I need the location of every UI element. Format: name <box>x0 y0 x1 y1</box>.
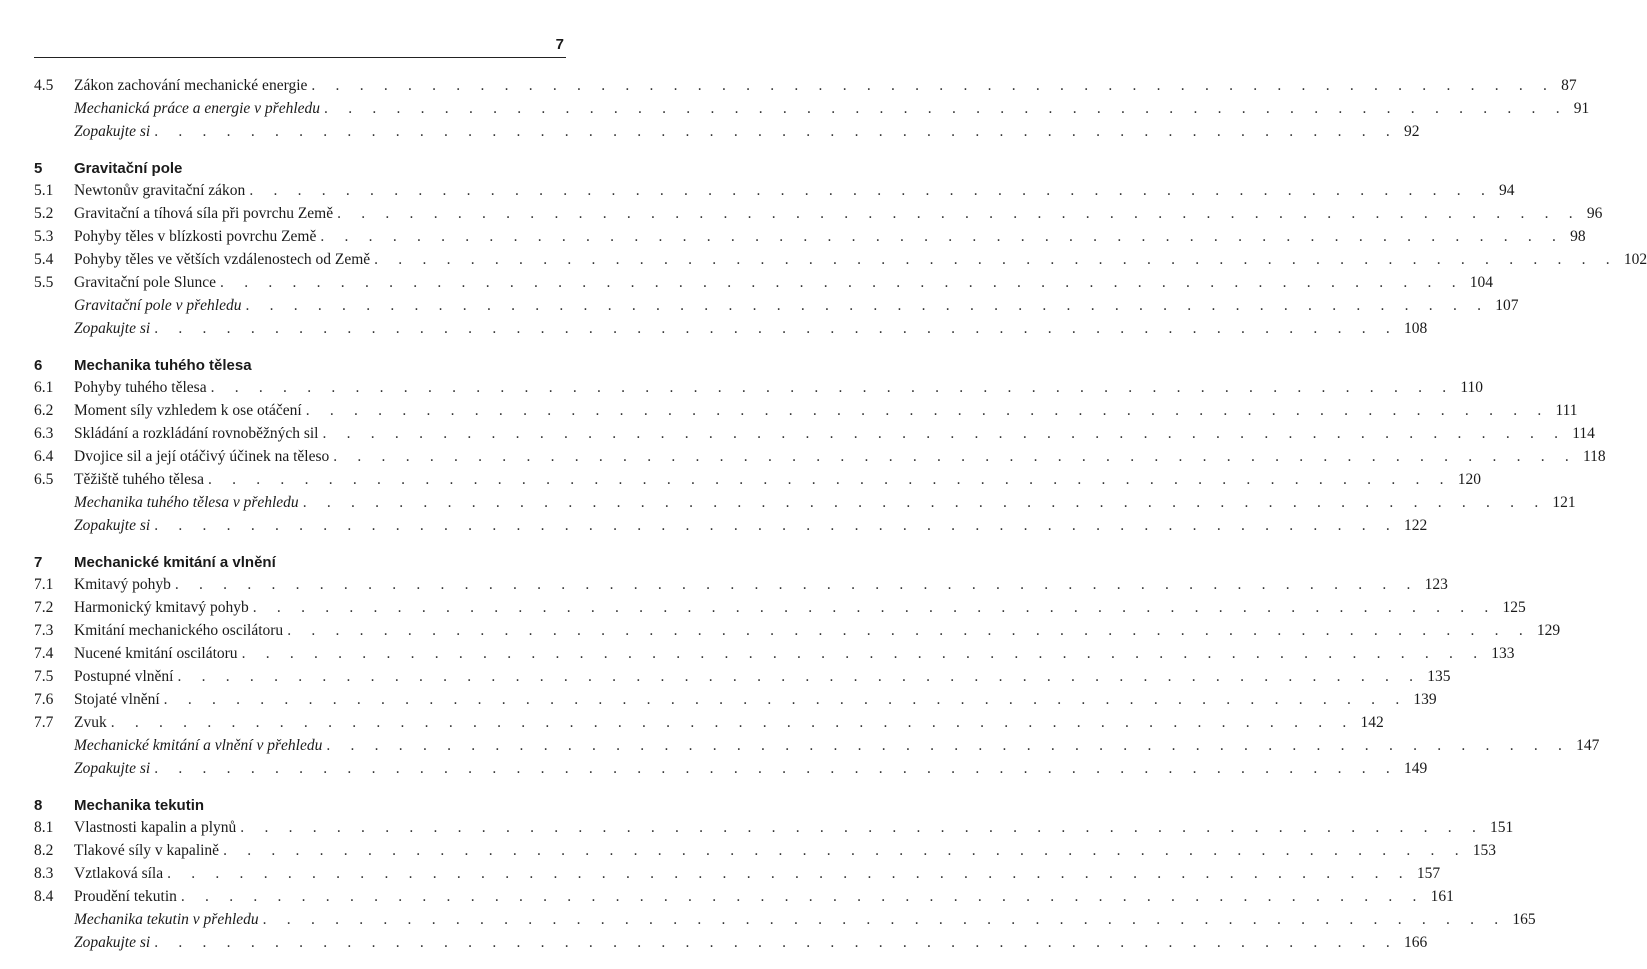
entry-number: 6.4 <box>34 448 54 465</box>
dot-leader: . . . . . . . . . . . . . . . . . . . . . . . . . . . . . . . . . . . . . . . . . . . . . . . . . . . . <box>180 888 1425 905</box>
entry-title: Moment síly vzhledem k ose otáčení <box>74 402 302 419</box>
entry-page: 135 <box>1427 668 1451 685</box>
toc-entry <box>34 862 1441 885</box>
chapter-number: 6 <box>34 357 43 374</box>
chapter-number: 8 <box>34 797 43 814</box>
entry-number: 7.4 <box>34 645 54 662</box>
dot-leader: . . . . . . . . . . . . . . . . . . . . . . . . . . . . . . . . . . . . . . . . . . . . . . . . . . . . <box>249 182 1494 199</box>
entry-title: Kmitavý pohyb <box>74 576 171 593</box>
toc-entry <box>34 271 1494 294</box>
entry-title: Vztlaková síla <box>74 865 164 882</box>
dot-leader: . . . . . . . . . . . . . . . . . . . . . . . . . . . . . . . . . . . . . . . . . . . . . . . . . . . . <box>333 448 1577 465</box>
entry-title: Pohyby těles v blízkosti povrchu Země <box>74 228 317 245</box>
dot-leader: . . . . . . . . . . . . . . . . . . . . . . . . . . . . . . . . . . . . . . . . . . . . . . . . . . . . <box>320 228 1565 245</box>
entry-number: 4.5 <box>34 77 54 94</box>
chapter-title: Gravitační pole <box>74 160 183 177</box>
entry-title: Harmonický kmitavý pohyb <box>74 599 249 616</box>
entry-page: 110 <box>1460 379 1484 396</box>
entry-page: 151 <box>1490 819 1514 836</box>
entry-title: Proudění tekutin <box>74 888 177 905</box>
entry-title: Newtonův gravitační zákon <box>74 182 246 199</box>
dot-leader: . . . . . . . . . . . . . . . . . . . . . . . . . . . . . . . . . . . . . . . . . . . . . . . . . . . . <box>174 576 1419 593</box>
entry-page: 166 <box>1403 934 1428 951</box>
dot-leader: . . . . . . . . . . . . . . . . . . . . . . . . . . . . . . . . . . . . . . . . . . . . . . . . . . . . <box>154 123 1398 140</box>
toc-entry <box>34 757 1428 780</box>
entry-number: 8.2 <box>34 842 54 859</box>
entry-page: 98 <box>1570 228 1586 245</box>
dot-leader: . . . . . . . . . . . . . . . . . . . . . . . . . . . . . . . . . . . . . . . . . . . . . . . . . . . . <box>154 517 1398 534</box>
entry-title: Pohyby tuhého tělesa <box>74 379 207 396</box>
entry-page: 108 <box>1403 320 1428 337</box>
entry-page: 153 <box>1472 842 1497 859</box>
dot-leader: . . . . . . . . . . . . . . . . . . . . . . . . . . . . . . . . . . . . . . . . . . . . . . . . . . . . <box>207 471 1452 488</box>
toc-section <box>34 355 1606 537</box>
entry-title: Zopakujte si <box>74 320 151 337</box>
entry-number: 7.2 <box>34 599 54 616</box>
table-of-contents <box>34 74 1647 969</box>
dot-leader: . . . . . . . . . . . . . . . . . . . . . . . . . . . . . . . . . . . . . . . . . . . . . . . . . . . . <box>374 251 1618 268</box>
chapter-title: Mechanické kmitání a vlnění <box>74 554 276 571</box>
toc-entry <box>34 120 1420 143</box>
entry-title: Postupné vlnění <box>74 668 174 685</box>
entry-page: 104 <box>1469 274 1494 291</box>
entry-page: 120 <box>1457 471 1481 488</box>
entry-page: 118 <box>1582 448 1606 465</box>
entry-number: 5.5 <box>34 274 54 291</box>
dot-leader: . . . . . . . . . . . . . . . . . . . . . . . . . . . . . . . . . . . . . . . . . . . . . . . . . . . . <box>154 934 1398 951</box>
toc-entry <box>34 711 1384 734</box>
chapter-heading <box>34 795 566 816</box>
entry-title: Mechanika tekutin v přehledu <box>74 911 259 928</box>
entry-title: Gravitační pole v přehledu <box>74 297 242 314</box>
toc-entry <box>34 839 1497 862</box>
dot-leader: . . . . . . . . . . . . . . . . . . . . . . . . . . . . . . . . . . . . . . . . . . . . . . . . . . . . <box>154 320 1398 337</box>
entry-title: Stojaté vlnění <box>74 691 160 708</box>
entry-page: 157 <box>1416 865 1441 882</box>
entry-title: Kmitání mechanického oscilátoru <box>74 622 284 639</box>
dot-leader: . . . . . . . . . . . . . . . . . . . . . . . . . . . . . . . . . . . . . . . . . . . . . . . . . . . . <box>154 760 1398 777</box>
dot-leader: . . . . . . . . . . . . . . . . . . . . . . . . . . . . . . . . . . . . . . . . . . . . . . . . . . . . <box>252 599 1497 616</box>
toc-entry <box>34 931 1428 954</box>
entry-page: 87 <box>1561 77 1577 94</box>
dot-leader: . . . . . . . . . . . . . . . . . . . . . . . . . . . . . . . . . . . . . . . . . . . . . . . . . . . . <box>262 911 1507 928</box>
toc-entry <box>34 908 1536 931</box>
dot-leader: . . . . . . . . . . . . . . . . . . . . . . . . . . . . . . . . . . . . . . . . . . . . . . . . . . . . <box>167 865 1411 882</box>
entry-page: 122 <box>1403 517 1428 534</box>
toc-entry <box>34 688 1437 711</box>
toc-entry <box>34 294 1519 317</box>
toc-entry <box>34 376 1484 399</box>
dot-leader: . . . . . . . . . . . . . . . . . . . . . . . . . . . . . . . . . . . . . . . . . . . . . . . . . . . . <box>240 819 1485 836</box>
toc-entry <box>34 596 1526 619</box>
dot-leader: . . . . . . . . . . . . . . . . . . . . . . . . . . . . . . . . . . . . . . . . . . . . . . . . . . . . <box>322 425 1567 442</box>
chapter-title: Mechanika tekutin <box>74 797 205 814</box>
entry-number: 5.4 <box>34 251 54 268</box>
entry-number: 5.2 <box>34 205 54 222</box>
toc-entry <box>34 97 1590 120</box>
chapter-number: 7 <box>34 554 43 571</box>
toc-entry <box>34 619 1561 642</box>
toc-section <box>34 74 1590 143</box>
dot-leader: . . . . . . . . . . . . . . . . . . . . . . . . . . . . . . . . . . . . . . . . . . . . . . . . . . . . <box>287 622 1531 639</box>
entry-page: 147 <box>1576 737 1600 754</box>
toc-section <box>34 552 1600 780</box>
entry-title: Zákon zachování mechanické energie <box>74 77 308 94</box>
entry-title: Zopakujte si <box>74 123 151 140</box>
dot-leader: . . . . . . . . . . . . . . . . . . . . . . . . . . . . . . . . . . . . . . . . . . . . . . . . . . . . <box>110 714 1355 731</box>
entry-title: Těžiště tuhého tělesa <box>74 471 204 488</box>
entry-title: Zopakujte si <box>74 934 151 951</box>
dot-leader: . . . . . . . . . . . . . . . . . . . . . . . . . . . . . . . . . . . . . . . . . . . . . . . . . . . . <box>305 402 1550 419</box>
entry-title: Skládání a rozkládání rovnoběžných sil <box>74 425 319 442</box>
toc-entry <box>34 734 1600 757</box>
toc-entry <box>34 642 1515 665</box>
toc-entry <box>34 179 1515 202</box>
entry-title: Zopakujte si <box>74 517 151 534</box>
chapter-heading <box>34 355 566 376</box>
toc-entry <box>34 422 1595 445</box>
toc-entry <box>34 816 1514 839</box>
entry-number: 6.2 <box>34 402 54 419</box>
entry-number: 6.3 <box>34 425 54 442</box>
entry-page: 133 <box>1491 645 1515 662</box>
toc-entry <box>34 399 1578 422</box>
dot-leader: . . . . . . . . . . . . . . . . . . . . . . . . . . . . . . . . . . . . . . . . . . . . . . . . . . . . <box>223 842 1467 859</box>
entry-page: 121 <box>1552 494 1576 511</box>
toc-entry <box>34 573 1448 596</box>
entry-page: 96 <box>1586 205 1603 222</box>
entry-title: Pohyby těles ve větších vzdálenostech od Země <box>74 251 371 268</box>
entry-page: 125 <box>1502 599 1526 616</box>
entry-page: 165 <box>1512 911 1536 928</box>
entry-number: 7.3 <box>34 622 54 639</box>
toc-entry <box>34 225 1586 248</box>
entry-page: 102 <box>1623 251 1647 268</box>
toc-section <box>34 158 1647 340</box>
dot-leader: . . . . . . . . . . . . . . . . . . . . . . . . . . . . . . . . . . . . . . . . . . . . . . . . . . . . <box>220 274 1464 291</box>
toc-entry <box>34 202 1603 225</box>
toc-entry <box>34 514 1428 537</box>
entry-title: Tlakové síly v kapalině <box>74 842 220 859</box>
entry-page: 114 <box>1572 425 1595 442</box>
dot-leader: . . . . . . . . . . . . . . . . . . . . . . . . . . . . . . . . . . . . . . . . . . . . . . . . . . . . <box>311 77 1556 94</box>
entry-page: 149 <box>1403 760 1428 777</box>
entry-number: 7.7 <box>34 714 54 731</box>
entry-number: 8.3 <box>34 865 54 882</box>
entry-page: 142 <box>1360 714 1384 731</box>
entry-title: Gravitační pole Slunce <box>74 274 217 291</box>
entry-page: 91 <box>1573 100 1590 117</box>
dot-leader: . . . . . . . . . . . . . . . . . . . . . . . . . . . . . . . . . . . . . . . . . . . . . . . . . . . . <box>163 691 1408 708</box>
entry-number: 7.5 <box>34 668 54 685</box>
chapter-number: 5 <box>34 160 43 177</box>
chapter-heading <box>34 158 566 179</box>
entry-title: Vlastnosti kapalin a plynů <box>74 819 237 836</box>
toc-entry <box>34 491 1576 514</box>
page-number: 7 <box>555 36 564 53</box>
entry-title: Zopakujte si <box>74 760 151 777</box>
toc-entry <box>34 445 1606 468</box>
entry-number: 5.1 <box>34 182 54 199</box>
entry-number: 6.1 <box>34 379 54 396</box>
toc-entry <box>34 74 1577 97</box>
dot-leader: . . . . . . . . . . . . . . . . . . . . . . . . . . . . . . . . . . . . . . . . . . . . . . . . . . . . <box>210 379 1455 396</box>
entry-title: Mechanické kmitání a vlnění v přehledu <box>74 737 323 754</box>
entry-page: 129 <box>1536 622 1561 639</box>
entry-title: Gravitační a tíhová síla při povrchu Země <box>74 205 334 222</box>
entry-number: 8.1 <box>34 819 54 836</box>
dot-leader: . . . . . . . . . . . . . . . . . . . . . . . . . . . . . . . . . . . . . . . . . . . . . . . . . . . . <box>245 297 1490 314</box>
chapter-title: Mechanika tuhého tělesa <box>74 357 252 374</box>
entry-page: 123 <box>1424 576 1448 593</box>
toc-entry <box>34 317 1428 340</box>
toc-section <box>34 795 1536 954</box>
header-rule <box>34 57 566 58</box>
entry-page: 161 <box>1430 888 1454 905</box>
dot-leader: . . . . . . . . . . . . . . . . . . . . . . . . . . . . . . . . . . . . . . . . . . . . . . . . . . . . <box>177 668 1422 685</box>
entry-number: 7.1 <box>34 576 54 593</box>
entry-title: Nucené kmitání oscilátoru <box>74 645 238 662</box>
dot-leader: . . . . . . . . . . . . . . . . . . . . . . . . . . . . . . . . . . . . . . . . . . . . . . . . . . . . <box>326 737 1571 754</box>
dot-leader: . . . . . . . . . . . . . . . . . . . . . . . . . . . . . . . . . . . . . . . . . . . . . . . . . . . . <box>302 494 1547 511</box>
entry-title: Mechanická práce a energie v přehledu <box>74 100 321 117</box>
toc-entry <box>34 468 1481 491</box>
entry-page: 94 <box>1499 182 1515 199</box>
chapter-heading <box>34 552 566 573</box>
entry-number: 7.6 <box>34 691 54 708</box>
toc-entry <box>34 248 1647 271</box>
dot-leader: . . . . . . . . . . . . . . . . . . . . . . . . . . . . . . . . . . . . . . . . . . . . . . . . . . . . <box>241 645 1486 662</box>
entry-number: 6.5 <box>34 471 54 488</box>
entry-title: Dvojice sil a její otáčivý účinek na těleso <box>74 448 330 465</box>
dot-leader: . . . . . . . . . . . . . . . . . . . . . . . . . . . . . . . . . . . . . . . . . . . . . . . . . . . . <box>337 205 1581 222</box>
entry-number: 5.3 <box>34 228 54 245</box>
entry-number: 8.4 <box>34 888 54 905</box>
toc-entry <box>34 885 1454 908</box>
entry-page: 92 <box>1403 123 1420 140</box>
toc-entry <box>34 665 1451 688</box>
entry-title: Zvuk <box>74 714 107 731</box>
entry-title: Mechanika tuhého tělesa v přehledu <box>74 494 299 511</box>
entry-page: 111 <box>1555 402 1578 419</box>
dot-leader: . . . . . . . . . . . . . . . . . . . . . . . . . . . . . . . . . . . . . . . . . . . . . . . . . . . . <box>324 100 1568 117</box>
entry-page: 139 <box>1413 691 1437 708</box>
entry-page: 107 <box>1495 297 1519 314</box>
